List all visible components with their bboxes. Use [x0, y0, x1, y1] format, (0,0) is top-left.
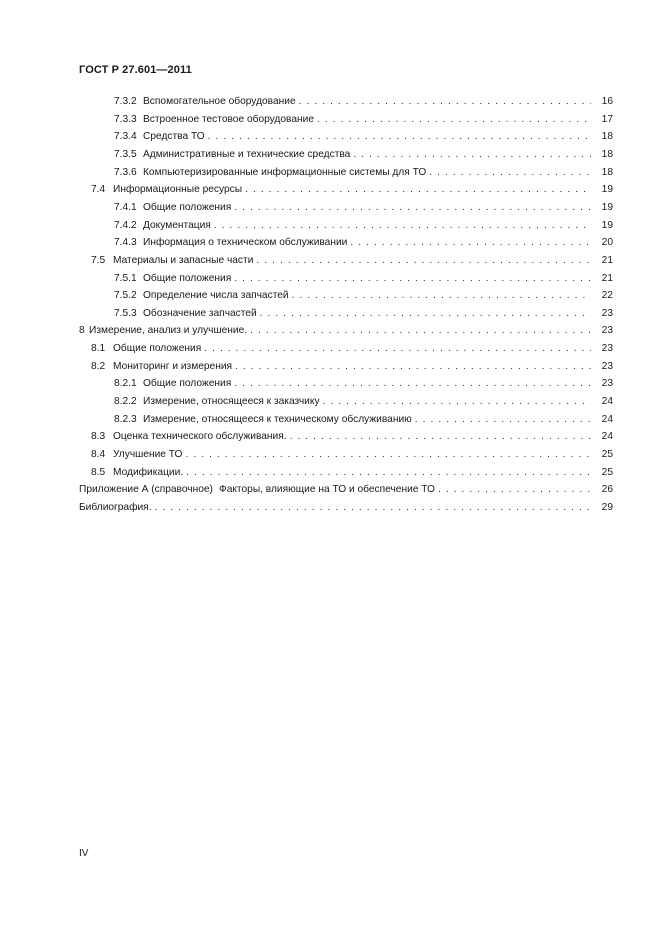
toc-entry-link[interactable]	[114, 128, 613, 145]
toc-dot-leader	[429, 164, 591, 181]
toc-entry-title: Модификации.	[113, 466, 184, 478]
toc-entry-page: 24	[601, 413, 613, 425]
toc-entry-title: Документация	[143, 219, 211, 231]
toc-entry-link[interactable]	[91, 428, 613, 445]
toc-entry-title: Измерение, анализ и улучшение.	[89, 325, 248, 337]
toc-entry-link[interactable]	[114, 270, 613, 287]
toc-row	[0, 428, 661, 445]
toc-entry-number: 8.2.1	[114, 378, 137, 390]
toc-entry-page: 16	[601, 96, 613, 107]
toc-entry-title: Общие положения	[143, 201, 232, 213]
toc-entry-title: Мониторинг и измерения	[113, 360, 233, 372]
toc-dot-leader	[235, 358, 591, 375]
toc-dot-leader	[290, 428, 591, 445]
toc-dot-leader	[155, 499, 591, 516]
toc-entry-number: 7.5.3	[114, 307, 137, 319]
toc-entry-link[interactable]	[114, 93, 613, 110]
toc-entry-link[interactable]	[79, 322, 613, 339]
toc-entry-link[interactable]	[79, 499, 613, 516]
toc-row	[0, 199, 661, 216]
toc-row	[0, 305, 661, 322]
toc-row	[0, 322, 661, 339]
toc-entry-number: 7.4	[91, 184, 106, 196]
document-code-header: ГОСТ Р 27.601—2011	[79, 64, 192, 76]
toc-entry-page: 18	[601, 148, 613, 160]
toc-row	[0, 446, 661, 463]
toc-entry-link[interactable]	[91, 358, 613, 375]
toc-entry-number: 7.3.2	[114, 96, 137, 107]
toc-entry-page: 19	[601, 219, 613, 231]
toc-entry-number: 7.5.2	[114, 290, 137, 302]
toc-row	[0, 270, 661, 287]
toc-entry-link[interactable]	[114, 199, 613, 216]
toc-entry-link[interactable]	[91, 181, 613, 198]
toc-entry-link[interactable]	[114, 393, 613, 410]
toc-entry-page: 21	[601, 272, 613, 284]
toc-entry-page: 26	[601, 484, 613, 496]
toc-entry-title: Определение числа запчастей	[143, 290, 289, 302]
toc-entry-number: 7.5	[91, 254, 106, 266]
toc-entry-title: Общие положения	[143, 272, 232, 284]
toc-entry-page: 23	[601, 360, 613, 372]
toc-entry-title: Оценка технического обслуживания.	[113, 431, 287, 443]
toc-row	[0, 93, 661, 110]
toc-entry-title: Средства ТО	[143, 131, 205, 143]
toc-row	[0, 481, 661, 498]
toc-entry-link[interactable]	[91, 446, 613, 463]
toc-dot-leader	[234, 199, 591, 216]
toc-entry-page: 23	[601, 307, 613, 319]
toc-dot-leader	[323, 393, 591, 410]
toc-entry-link[interactable]	[114, 164, 613, 181]
toc-dot-leader	[204, 340, 591, 357]
toc-row	[0, 411, 661, 428]
toc-entry-link[interactable]	[79, 481, 613, 498]
toc-entry-page: 21	[601, 254, 613, 266]
toc-entry-title: Вспомогательное оборудование	[143, 96, 296, 107]
toc-entry-number: 8.2.2	[114, 396, 137, 408]
toc-entry-link[interactable]	[114, 375, 613, 392]
toc-entry-title: Обозначение запчастей	[143, 307, 257, 319]
toc-entry-page: 20	[601, 237, 613, 249]
toc-row	[0, 358, 661, 375]
toc-entry-link[interactable]	[114, 234, 613, 251]
toc-row	[0, 252, 661, 269]
toc-row	[0, 340, 661, 357]
toc-entry-number: 8.3	[91, 431, 106, 443]
toc-row	[0, 234, 661, 251]
toc-entry-title: Административные и технические средства	[143, 148, 351, 160]
toc-entry-link[interactable]	[114, 411, 613, 428]
toc-entry-title: Материалы и запасные части	[113, 254, 254, 266]
toc-entry-link[interactable]	[114, 146, 613, 163]
toc-dot-leader	[234, 270, 591, 287]
toc-entry-title: Библиография.	[79, 501, 152, 513]
toc-entry-title: Встроенное тестовое оборудование	[143, 113, 314, 125]
toc-entry-page: 29	[601, 501, 613, 513]
toc-entry-page: 23	[601, 325, 613, 337]
toc-entry-title: Измерение, относящееся к техническому обслуживанию	[143, 413, 412, 425]
toc-entry-number: 7.3.6	[114, 166, 137, 178]
toc-dot-leader	[292, 287, 591, 304]
toc-entry-page: 22	[601, 290, 613, 302]
toc-entry-page: 25	[601, 449, 613, 460]
toc-entry-link[interactable]	[91, 340, 613, 357]
toc-row	[0, 217, 661, 234]
toc-dot-leader	[415, 411, 591, 428]
toc-entry-number: 7.5.1	[114, 272, 137, 284]
toc-row	[0, 146, 661, 163]
toc-row	[0, 499, 661, 516]
toc-entry-page: 18	[601, 166, 613, 178]
toc-entry-page: 19	[601, 201, 613, 213]
page-number: IV	[79, 848, 89, 859]
toc-dot-leader	[208, 128, 591, 145]
toc-entry-page: 25	[601, 466, 613, 478]
toc-entry-page: 19	[601, 184, 613, 196]
toc-dot-leader	[185, 446, 591, 463]
toc-entry-number: 7.4.2	[114, 219, 137, 231]
toc-row	[0, 164, 661, 181]
toc-entry-number: 8.1	[91, 343, 106, 355]
toc-dot-leader	[234, 375, 591, 392]
toc-row	[0, 181, 661, 198]
toc-entry-number: 7.3.4	[114, 131, 137, 143]
toc-entry-number: 8	[79, 325, 85, 337]
toc-entry-link[interactable]	[114, 111, 613, 128]
toc-entry-title: Компьютеризированные информационные системы для ТО	[143, 166, 427, 178]
toc-entry-link[interactable]	[114, 305, 613, 322]
toc-entry-page: 24	[601, 396, 613, 408]
toc-dot-leader	[260, 305, 591, 322]
toc-entry-link[interactable]	[91, 252, 613, 269]
toc-entry-title: Информационные ресурсы	[113, 184, 243, 196]
toc-dot-leader	[214, 217, 591, 234]
toc-entry-number: 7.3.3	[114, 113, 137, 125]
toc-entry-number: 7.4.1	[114, 201, 137, 213]
toc-row	[0, 111, 661, 128]
toc-entry-title: Общие положения	[113, 343, 202, 355]
toc-dot-leader	[438, 481, 591, 498]
toc-entry-title: Информация о техническом обслуживании	[143, 237, 348, 249]
toc-dot-leader	[353, 146, 591, 163]
toc-dot-leader	[350, 234, 591, 251]
toc-entry-number: 8.2	[91, 360, 106, 372]
toc-entry-page: 23	[601, 378, 613, 390]
toc-entry-number: 8.4	[91, 449, 106, 460]
toc-entry-link[interactable]	[114, 287, 613, 304]
toc-entry-number: 8.2.3	[114, 413, 137, 425]
toc-entry-page: 24	[601, 431, 613, 443]
toc-entry-title: Факторы, влияющие на ТО и обеспечение ТО	[218, 484, 435, 496]
toc-dot-leader	[245, 181, 591, 198]
toc-dot-leader	[299, 93, 591, 110]
toc-entry-link[interactable]	[91, 464, 613, 481]
toc-entry-title: Общие положения	[143, 378, 232, 390]
toc-row	[0, 128, 661, 145]
toc-dot-leader	[250, 322, 591, 339]
toc-entry-link[interactable]	[114, 217, 613, 234]
toc-entry-number: 8.5	[91, 466, 106, 478]
toc-entry-number: 7.4.3	[114, 237, 137, 249]
toc-dot-leader	[186, 464, 591, 481]
toc-dot-leader	[256, 252, 591, 269]
toc-row	[0, 464, 661, 481]
toc-entry-page: 23	[601, 343, 613, 355]
toc-entry-page: 18	[601, 131, 613, 143]
toc-dot-leader	[317, 111, 591, 128]
toc-entry-number: 7.3.5	[114, 148, 137, 160]
toc-entry-number: Приложение А (справочное)	[79, 484, 213, 496]
toc-entry-title: Измерение, относящееся к заказчику	[143, 396, 320, 408]
toc-entry-page: 17	[601, 113, 613, 125]
toc-row	[0, 393, 661, 410]
toc-entry-title: Улучшение ТО	[113, 449, 183, 460]
toc-row	[0, 287, 661, 304]
toc-row	[0, 375, 661, 392]
